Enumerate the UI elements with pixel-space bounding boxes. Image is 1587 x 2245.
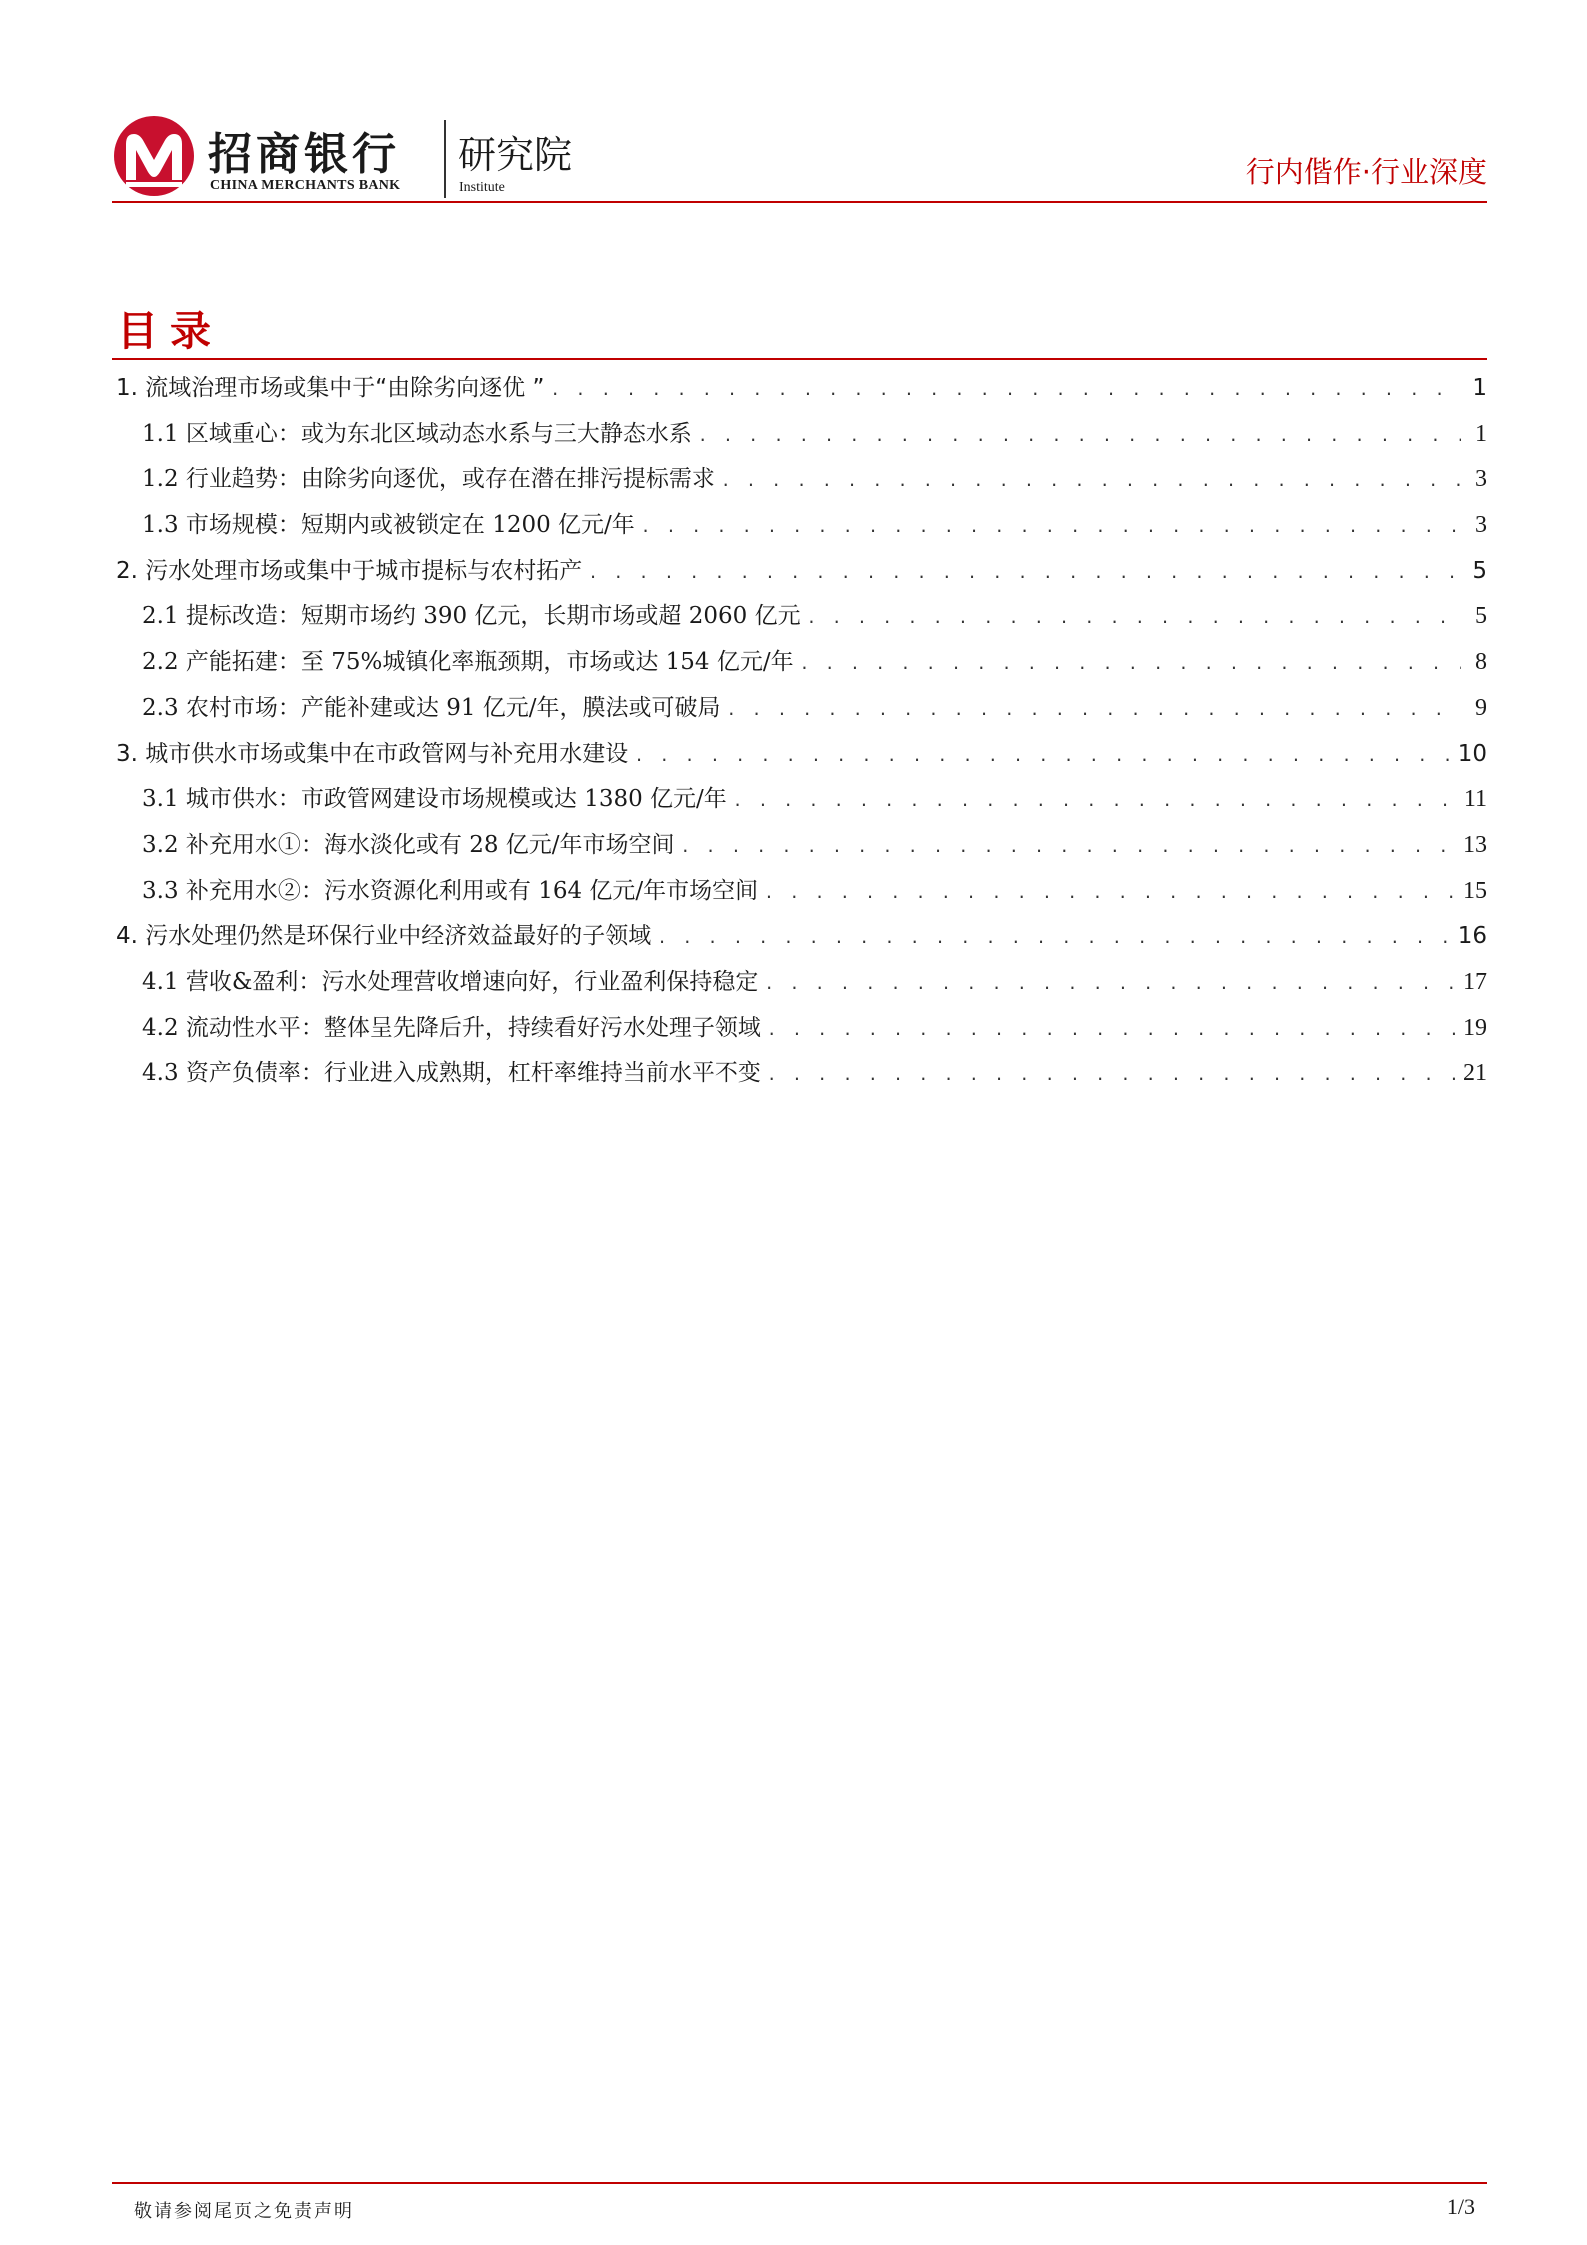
toc-dot-leader <box>641 504 1461 550</box>
toc-entry-page: 13 <box>1463 831 1487 858</box>
brand-name-en: CHINA MERCHANTS BANK <box>210 178 401 193</box>
toc-entry-page: 11 <box>1463 786 1487 813</box>
toc-entry-page: 17 <box>1463 968 1487 995</box>
toc-entry-page: 8 <box>1475 649 1487 676</box>
toc-dot-leader <box>721 458 1461 504</box>
toc-entry-page: 10 <box>1457 740 1487 767</box>
toc-subsection-entry[interactable] <box>112 457 1487 503</box>
toc-dot-leader <box>764 870 1457 916</box>
toc-entry-page: 5 <box>1472 557 1487 584</box>
toc-entry-label: 4.1 营收&盈利：污水处理营收增速向好，行业盈利保持稳定 <box>142 968 759 995</box>
institute-name-en: Institute <box>459 180 505 195</box>
institute-name-cn: 研究院 <box>458 133 573 177</box>
toc-entry-page: 3 <box>1475 512 1487 539</box>
report-category-tag: 行内偕作·行业深度 <box>1245 155 1487 189</box>
toc-subsection-entry[interactable] <box>112 823 1487 869</box>
toc-dot-leader <box>727 687 1461 733</box>
toc-dot-leader <box>657 915 1451 961</box>
toc-entry-label: 1.3 市场规模：短期内或被锁定在 1200 亿元/年 <box>142 512 635 539</box>
toc-entry-page: 16 <box>1457 923 1487 950</box>
toc-section-entry[interactable] <box>112 549 1487 595</box>
brand-name-cn: 招商银行 <box>208 129 400 180</box>
toc-entry-page: 1 <box>1472 375 1487 401</box>
page-number: 1/3 <box>1446 2194 1475 2219</box>
cmb-logo-icon <box>112 114 196 198</box>
toc-dot-leader <box>800 641 1461 687</box>
toc-subsection-entry[interactable] <box>112 869 1487 915</box>
toc-entry-label: 2.3 农村市场：产能补建或达 91 亿元/年，膜法或可破局 <box>142 694 721 721</box>
toc-entry-label: 2. 污水处理市场或集中于城市提标与农村拓产 <box>116 557 583 584</box>
toc-entry-page: 21 <box>1463 1060 1487 1087</box>
toc-section-entry[interactable] <box>112 732 1487 778</box>
toc-subsection-entry[interactable] <box>112 777 1487 823</box>
toc-dot-leader <box>550 367 1461 413</box>
toc-entry-label: 3. 城市供水市场或集中在市政管网与补充用水建设 <box>116 740 629 767</box>
toc-subsection-entry[interactable] <box>112 594 1487 640</box>
toc-subsection-entry[interactable] <box>112 412 1487 458</box>
toc-entry-page: 3 <box>1475 466 1487 493</box>
footer-divider <box>112 2182 1487 2184</box>
toc-entry-page: 1 <box>1475 420 1487 447</box>
toc-dot-leader <box>767 1007 1457 1053</box>
toc-entry-label: 3.1 城市供水：市政管网建设市场规模或达 1380 亿元/年 <box>142 786 727 813</box>
toc-dot-leader <box>588 550 1461 596</box>
table-of-contents <box>112 366 1487 1097</box>
toc-title-divider <box>112 358 1487 360</box>
toc-dot-leader <box>807 595 1461 641</box>
toc-dot-leader <box>767 1052 1457 1098</box>
toc-entry-label: 2.2 产能拓建：至 75%城镇化率瓶颈期，市场或达 154 亿元/年 <box>142 649 794 676</box>
toc-entry-page: 19 <box>1463 1014 1487 1041</box>
toc-entry-page: 9 <box>1475 694 1487 721</box>
toc-dot-leader <box>764 961 1457 1007</box>
toc-section-entry[interactable] <box>112 914 1487 960</box>
toc-subsection-entry[interactable] <box>112 686 1487 732</box>
toc-subsection-entry[interactable] <box>112 1051 1487 1097</box>
toc-subsection-entry[interactable] <box>112 640 1487 686</box>
toc-dot-leader <box>634 733 1451 779</box>
toc-section-entry[interactable] <box>112 366 1487 412</box>
toc-entry-label: 1.1 区域重心：或为东北区域动态水系与三大静态水系 <box>142 420 692 447</box>
brand-divider <box>444 120 446 198</box>
toc-entry-label: 4. 污水处理仍然是环保行业中经济效益最好的子领域 <box>116 923 652 950</box>
toc-dot-leader <box>698 413 1461 459</box>
toc-entry-page: 15 <box>1463 877 1487 904</box>
toc-title: 目录 <box>117 307 223 355</box>
toc-entry-label: 3.2 补充用水①：海水淡化或有 28 亿元/年市场空间 <box>142 831 675 858</box>
toc-dot-leader <box>681 824 1457 870</box>
toc-subsection-entry[interactable] <box>112 503 1487 549</box>
header-divider <box>112 201 1487 203</box>
disclaimer-note: 敬请参阅尾页之免责声明 <box>134 2201 354 2222</box>
toc-entry-page: 5 <box>1475 603 1487 630</box>
toc-entry-label: 4.2 流动性水平：整体呈先降后升，持续看好污水处理子领域 <box>142 1014 761 1041</box>
toc-entry-label: 1. 流域治理市场或集中于“由除劣向逐优 ” <box>116 375 545 401</box>
toc-dot-leader <box>733 778 1458 824</box>
toc-entry-label: 1.2 行业趋势：由除劣向逐优，或存在潜在排污提标需求 <box>142 466 715 493</box>
toc-subsection-entry[interactable] <box>112 1006 1487 1052</box>
toc-subsection-entry[interactable] <box>112 960 1487 1006</box>
page-header <box>112 110 1487 202</box>
toc-entry-label: 3.3 补充用水②：污水资源化利用或有 164 亿元/年市场空间 <box>142 877 759 904</box>
toc-entry-label: 4.3 资产负债率：行业进入成熟期，杠杆率维持当前水平不变 <box>142 1060 761 1087</box>
toc-entry-label: 2.1 提标改造：短期市场约 390 亿元，长期市场或超 2060 亿元 <box>142 603 801 630</box>
